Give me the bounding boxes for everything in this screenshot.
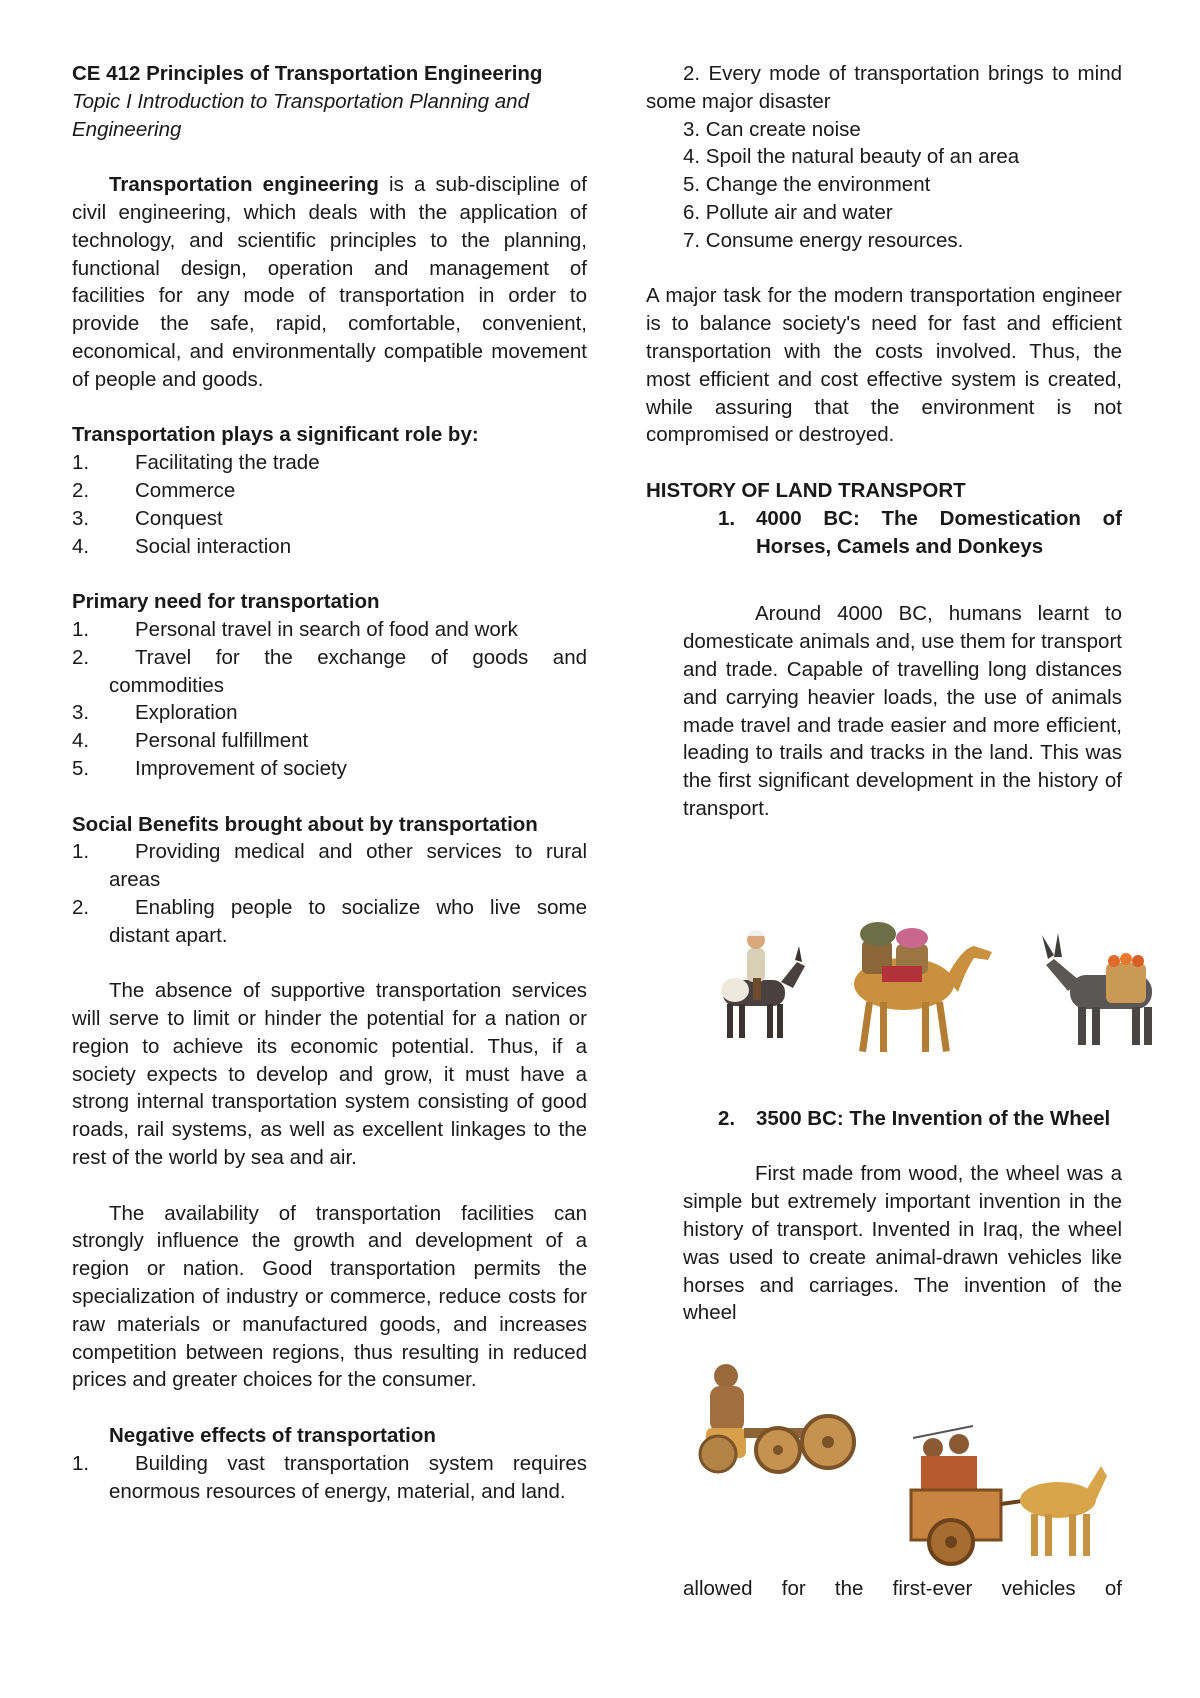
- list-text: Travel for the exchange of goods and commodities: [109, 645, 587, 697]
- list-number: 2.: [72, 478, 90, 502]
- negative-heading: Negative effects of transportation: [109, 1424, 436, 1448]
- list-item: [72, 477, 587, 505]
- list-number: 4.: [72, 534, 90, 558]
- list-text: Personal fulfillment: [135, 729, 309, 753]
- list-text: Improvement of society: [135, 756, 347, 780]
- list-number: 2.: [718, 1106, 736, 1130]
- negative-item-2: 2. Every mode of transportation brings to mind some major disaster: [646, 62, 1122, 113]
- list-item: [72, 894, 587, 950]
- list-item: 6. Pollute air and water: [683, 200, 893, 224]
- list-item: [646, 505, 1122, 561]
- wheel-craftsman-image: [678, 1358, 868, 1488]
- list-number: 1.: [72, 840, 90, 864]
- list-item: [72, 449, 587, 477]
- list-item: [72, 616, 587, 644]
- list-text: Exploration: [135, 701, 238, 725]
- right-column: [646, 60, 1122, 1327]
- history-item-body: First made from wood, the wheel was a simple but extremely important invention in the history of transport. Invented in Iraq, the wheel was used to create animal-drawn vehicles like horses and carriages. The invention of the wheel: [683, 1162, 1122, 1325]
- list-number: 3.: [72, 701, 90, 725]
- topic-subtitle: Topic I Introduction to Transportation Planning and Engineering: [72, 89, 529, 141]
- list-item: 4. Spoil the natural beauty of an area: [683, 145, 1020, 169]
- list-item: [72, 755, 587, 783]
- list-item: [646, 1105, 1122, 1133]
- list-item: [72, 644, 587, 700]
- benefits-heading: Social Benefits brought about by transportation: [72, 812, 538, 836]
- history-item-title: 4000 BC: The Domestication of Horses, Camels and Donkeys: [756, 506, 1122, 558]
- left-column: [72, 60, 587, 1505]
- history-item-body: Around 4000 BC, humans learnt to domesticate animals and, use them for transport and trade. Capable of travelling long distances and carrying heavier loads, the use of animals made travel and trade easier and more efficient, leading to trails and tracks in the land. This was the first significant development in the history of transport.: [683, 602, 1122, 820]
- absence-paragraph: The absence of supportive transportation services will serve to limit or hinder the potential for a nation or region to achieve its economic potential. Thus, if a society expects to develop and grow, it must have a strong internal transportation system consisting of good roads, rail systems, as well as excellent linkages to the rest of the world by sea and air.: [72, 979, 587, 1170]
- chariot-image: [903, 1418, 1108, 1568]
- benefits-list: [72, 838, 587, 949]
- list-text: Building vast transportation system requires enormous resources of energy, material, and land.: [109, 1451, 587, 1503]
- availability-paragraph: The availability of transportation facilities can strongly influence the growth and development of a region or nation. Good transportation permits the specialization of industry or commerce, reduce costs for raw materials or manufactured goods, and increases competition between regions, thus resulting in reduced prices and greater choices for the consumer.: [72, 1201, 587, 1392]
- list-number: 1.: [718, 506, 736, 530]
- history-heading: HISTORY OF LAND TRANSPORT: [646, 478, 966, 502]
- needs-heading: Primary need for transportation: [72, 590, 380, 614]
- history-item-continuation: allowed for the first-ever vehicles of: [683, 1577, 1122, 1600]
- list-number: 1.: [72, 617, 90, 641]
- list-number: 4.: [72, 729, 90, 753]
- list-number: 1.: [72, 1451, 90, 1475]
- task-paragraph: A major task for the modern transportation engineer is to balance society's need for fast and efficient transportation with the costs involved. Thus, the most efficient and cost effective system is created, while assuring that the environment is not compromised or destroyed.: [646, 284, 1122, 447]
- list-text: Social interaction: [135, 534, 292, 558]
- intro-term: Transportation engineering: [109, 173, 379, 197]
- list-item: [72, 533, 587, 561]
- donkey-basket-image: [1040, 925, 1180, 1050]
- course-title: CE 412 Principles of Transportation Engineering: [72, 62, 543, 85]
- list-text: Enabling people to socialize who live some distant apart.: [109, 895, 587, 947]
- list-number: 3.: [72, 506, 90, 530]
- list-item: [72, 727, 587, 755]
- negative-list: [72, 1450, 587, 1506]
- list-item: 3. Can create noise: [683, 117, 861, 141]
- list-text: Conquest: [135, 506, 223, 530]
- list-number: 2.: [72, 645, 90, 669]
- role-list: [72, 449, 587, 560]
- list-item: [72, 699, 587, 727]
- history-list: [646, 505, 1122, 561]
- intro-text: is a sub-discipline of civil engineering, which deals with the application of technology, and scientific principles to the planning, functional design, operation and management of facilities for any mode of transportation in order to provide the safe, rapid, comfortable, convenient, economical, and environmentally compatible movement of people and goods.: [72, 173, 587, 391]
- list-item: 5. Change the environment: [683, 173, 931, 197]
- history-list: [646, 1105, 1122, 1133]
- history-item-title: 3500 BC: The Invention of the Wheel: [756, 1106, 1111, 1130]
- list-number: 1.: [72, 451, 90, 475]
- list-item: [72, 1450, 587, 1506]
- list-item: [72, 505, 587, 533]
- list-number: 5.: [72, 756, 90, 780]
- needs-list: [72, 616, 587, 783]
- intro-paragraph: [72, 171, 587, 393]
- donkey-rider-image: [705, 918, 810, 1043]
- list-item: 7. Consume energy resources.: [683, 228, 964, 252]
- camel-image: [842, 908, 1002, 1058]
- list-text: Facilitating the trade: [135, 451, 320, 475]
- list-text: Providing medical and other services to rural areas: [109, 840, 587, 892]
- list-text: Personal travel in search of food and work: [135, 617, 518, 641]
- negative-list-continued: [646, 116, 1122, 255]
- list-text: Commerce: [135, 478, 236, 502]
- role-heading: Transportation plays a significant role by:: [72, 423, 479, 447]
- list-number: 2.: [72, 895, 90, 919]
- list-item: [72, 838, 587, 894]
